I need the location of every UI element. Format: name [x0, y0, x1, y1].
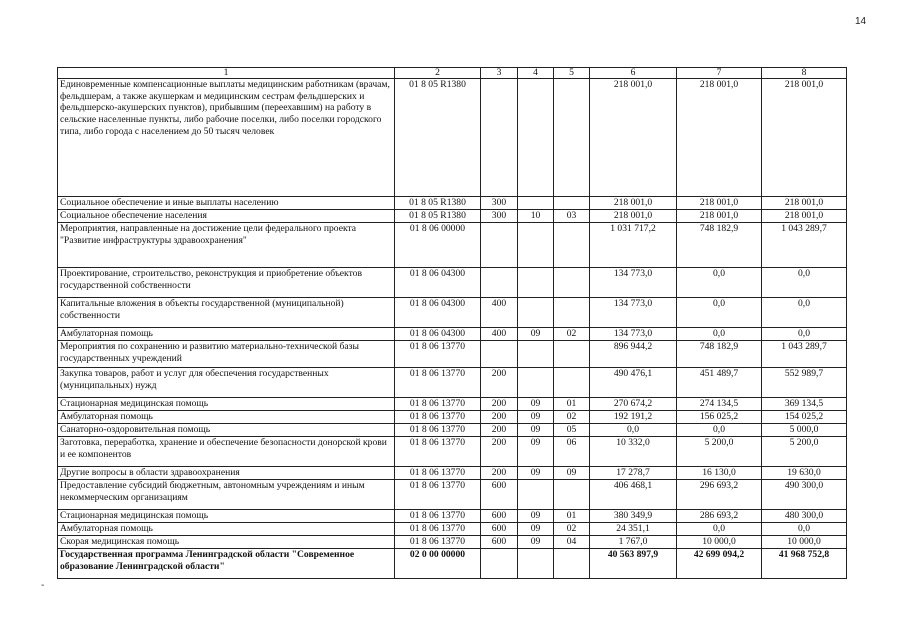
subsection [554, 79, 590, 197]
table-row [58, 368, 847, 398]
amount-year-2: 218 001,0 [677, 197, 762, 210]
table-row [58, 523, 847, 536]
target-code: 01 8 06 13770 [395, 411, 481, 424]
header-cell: 2 [395, 68, 481, 79]
section [518, 268, 554, 298]
amount-year-3: 41 968 752,8 [762, 549, 847, 579]
target-code: 01 8 06 13770 [395, 341, 481, 368]
margin-mark: - [41, 580, 45, 591]
section [518, 223, 554, 268]
item-name: Социальное обеспечение и иные выплаты населению [58, 197, 395, 210]
section: 09 [518, 467, 554, 480]
amount-year-1: 0,0 [590, 424, 677, 437]
expense-type: 200 [481, 411, 518, 424]
subsection: 09 [554, 467, 590, 480]
amount-year-1: 17 278,7 [590, 467, 677, 480]
amount-year-2: 218 001,0 [677, 210, 762, 223]
target-code: 01 8 06 13770 [395, 510, 481, 523]
subsection [554, 223, 590, 268]
section [518, 79, 554, 197]
amount-year-3: 369 134,5 [762, 398, 847, 411]
header-cell: 7 [677, 68, 762, 79]
section: 09 [518, 536, 554, 549]
target-code: 01 8 06 13770 [395, 480, 481, 510]
amount-year-3: 0,0 [762, 298, 847, 328]
table-row [58, 210, 847, 223]
table-row [58, 467, 847, 480]
amount-year-1: 134 773,0 [590, 268, 677, 298]
amount-year-3: 490 300,0 [762, 480, 847, 510]
item-name: Государственная программа Ленинградской области "Современное образование Ленинградской области" [58, 549, 395, 579]
section [518, 298, 554, 328]
amount-year-1: 192 191,2 [590, 411, 677, 424]
table-row [58, 328, 847, 341]
subsection: 02 [554, 523, 590, 536]
subsection: 02 [554, 411, 590, 424]
amount-year-1: 134 773,0 [590, 328, 677, 341]
header-cell: 4 [518, 68, 554, 79]
table-row [58, 549, 847, 579]
amount-year-3: 154 025,2 [762, 411, 847, 424]
expense-type: 400 [481, 298, 518, 328]
subsection: 03 [554, 210, 590, 223]
subsection: 01 [554, 398, 590, 411]
table-row [58, 536, 847, 549]
expense-type: 200 [481, 424, 518, 437]
amount-year-3: 552 989,7 [762, 368, 847, 398]
subsection: 02 [554, 328, 590, 341]
section: 09 [518, 398, 554, 411]
header-cell: 6 [590, 68, 677, 79]
expense-type: 600 [481, 510, 518, 523]
amount-year-2: 218 001,0 [677, 79, 762, 197]
amount-year-3: 0,0 [762, 523, 847, 536]
amount-year-2: 451 489,7 [677, 368, 762, 398]
item-name: Предоставление субсидий бюджетным, автономным учреждениям и иным некоммерческим организациям [58, 480, 395, 510]
item-name: Другие вопросы в области здравоохранения [58, 467, 395, 480]
section: 09 [518, 424, 554, 437]
expense-type [481, 223, 518, 268]
amount-year-1: 10 332,0 [590, 437, 677, 467]
item-name: Единовременные компенсационные выплаты медицинским работникам (врачам, фельдшерам, а также акушеркам и медицинским сестрам фельдшерских и фельдшерско-акушерских пунктов), прибывшим (переехавшим) на работу в сельские населенные пункты, либо рабочие поселки, либо поселки городского типа, либо города с населением до 50 тысяч человек [58, 79, 395, 197]
amount-year-3: 10 000,0 [762, 536, 847, 549]
target-code: 01 8 05 R1380 [395, 197, 481, 210]
expense-type [481, 341, 518, 368]
table-row [58, 398, 847, 411]
amount-year-1: 896 944,2 [590, 341, 677, 368]
section [518, 368, 554, 398]
subsection [554, 341, 590, 368]
header-cell: 8 [762, 68, 847, 79]
target-code: 01 8 05 R1380 [395, 210, 481, 223]
target-code: 01 8 06 13770 [395, 467, 481, 480]
amount-year-2: 274 134,5 [677, 398, 762, 411]
target-code: 01 8 06 13770 [395, 368, 481, 398]
expense-type: 400 [481, 328, 518, 341]
target-code: 01 8 06 04300 [395, 268, 481, 298]
page-number: 14 [855, 16, 867, 27]
target-code: 02 0 00 00000 [395, 549, 481, 579]
amount-year-2: 0,0 [677, 523, 762, 536]
item-name: Проектирование, строительство, реконструкция и приобретение объектов государственной собственности [58, 268, 395, 298]
expense-type: 600 [481, 523, 518, 536]
table-row [58, 298, 847, 328]
subsection: 04 [554, 536, 590, 549]
amount-year-3: 218 001,0 [762, 79, 847, 197]
subsection: 06 [554, 437, 590, 467]
amount-year-1: 406 468,1 [590, 480, 677, 510]
item-name: Капитальные вложения в объекты государственной (муниципальной) собственности [58, 298, 395, 328]
subsection [554, 480, 590, 510]
amount-year-3: 1 043 289,7 [762, 223, 847, 268]
subsection [554, 298, 590, 328]
amount-year-3: 19 630,0 [762, 467, 847, 480]
section [518, 480, 554, 510]
section: 09 [518, 411, 554, 424]
item-name: Амбулаторная помощь [58, 523, 395, 536]
amount-year-2: 0,0 [677, 268, 762, 298]
amount-year-1: 218 001,0 [590, 197, 677, 210]
target-code: 01 8 06 04300 [395, 298, 481, 328]
amount-year-1: 218 001,0 [590, 79, 677, 197]
expense-type: 300 [481, 197, 518, 210]
amount-year-2: 5 200,0 [677, 437, 762, 467]
subsection: 05 [554, 424, 590, 437]
item-name: Скорая медицинская помощь [58, 536, 395, 549]
table-row [58, 437, 847, 467]
amount-year-3: 1 043 289,7 [762, 341, 847, 368]
section: 10 [518, 210, 554, 223]
amount-year-2: 16 130,0 [677, 467, 762, 480]
amount-year-2: 156 025,2 [677, 411, 762, 424]
item-name: Стационарная медицинская помощь [58, 398, 395, 411]
table-row [58, 197, 847, 210]
item-name: Стационарная медицинская помощь [58, 510, 395, 523]
target-code: 01 8 06 13770 [395, 424, 481, 437]
target-code: 01 8 06 13770 [395, 536, 481, 549]
subsection [554, 368, 590, 398]
item-name: Заготовка, переработка, хранение и обеспечение безопасности донорской крови и ее компонентов [58, 437, 395, 467]
amount-year-3: 218 001,0 [762, 197, 847, 210]
amount-year-2: 0,0 [677, 424, 762, 437]
amount-year-3: 480 300,0 [762, 510, 847, 523]
amount-year-1: 1 031 717,2 [590, 223, 677, 268]
item-name: Амбулаторная помощь [58, 328, 395, 341]
section [518, 549, 554, 579]
expense-type: 200 [481, 437, 518, 467]
table-row [58, 268, 847, 298]
header-cell: 5 [554, 68, 590, 79]
amount-year-3: 5 000,0 [762, 424, 847, 437]
amount-year-3: 0,0 [762, 268, 847, 298]
header-cell: 3 [481, 68, 518, 79]
table-row [58, 223, 847, 268]
target-code: 01 8 05 R1380 [395, 79, 481, 197]
item-name: Социальное обеспечение населения [58, 210, 395, 223]
header-cell: 1 [58, 68, 395, 79]
target-code: 01 8 06 04300 [395, 328, 481, 341]
amount-year-2: 748 182,9 [677, 341, 762, 368]
section [518, 197, 554, 210]
target-code: 01 8 06 13770 [395, 398, 481, 411]
amount-year-2: 286 693,2 [677, 510, 762, 523]
amount-year-1: 218 001,0 [590, 210, 677, 223]
target-code: 01 8 06 00000 [395, 223, 481, 268]
amount-year-1: 490 476,1 [590, 368, 677, 398]
table-row [58, 79, 847, 197]
amount-year-2: 10 000,0 [677, 536, 762, 549]
expense-type: 200 [481, 368, 518, 398]
expense-type: 600 [481, 480, 518, 510]
table-row [58, 510, 847, 523]
amount-year-2: 0,0 [677, 328, 762, 341]
amount-year-1: 270 674,2 [590, 398, 677, 411]
expense-type [481, 549, 518, 579]
subsection [554, 197, 590, 210]
expense-type: 200 [481, 398, 518, 411]
expense-type: 600 [481, 536, 518, 549]
amount-year-1: 380 349,9 [590, 510, 677, 523]
section: 09 [518, 510, 554, 523]
amount-year-2: 42 699 094,2 [677, 549, 762, 579]
amount-year-2: 748 182,9 [677, 223, 762, 268]
amount-year-1: 40 563 897,9 [590, 549, 677, 579]
section [518, 341, 554, 368]
amount-year-1: 1 767,0 [590, 536, 677, 549]
section: 09 [518, 437, 554, 467]
amount-year-3: 218 001,0 [762, 210, 847, 223]
amount-year-2: 296 693,2 [677, 480, 762, 510]
item-name: Санаторно-оздоровительная помощь [58, 424, 395, 437]
table-row [58, 424, 847, 437]
table-row [58, 411, 847, 424]
item-name: Мероприятия по сохранению и развитию материально-технической базы государственных учреждений [58, 341, 395, 368]
subsection: 01 [554, 510, 590, 523]
amount-year-3: 5 200,0 [762, 437, 847, 467]
target-code: 01 8 06 13770 [395, 437, 481, 467]
amount-year-1: 134 773,0 [590, 298, 677, 328]
subsection [554, 268, 590, 298]
section: 09 [518, 523, 554, 536]
expense-type [481, 268, 518, 298]
item-name: Мероприятия, направленные на достижение цели федерального проекта "Развитие инфраструктуры здравоохранения" [58, 223, 395, 268]
amount-year-2: 0,0 [677, 298, 762, 328]
section: 09 [518, 328, 554, 341]
amount-year-3: 0,0 [762, 328, 847, 341]
table-row [58, 341, 847, 368]
expense-type: 300 [481, 210, 518, 223]
expense-type: 200 [481, 467, 518, 480]
subsection [554, 549, 590, 579]
expense-type [481, 79, 518, 197]
budget-table [57, 67, 847, 579]
item-name: Амбулаторная помощь [58, 411, 395, 424]
item-name: Закупка товаров, работ и услуг для обеспечения государственных (муниципальных) нужд [58, 368, 395, 398]
amount-year-1: 24 351,1 [590, 523, 677, 536]
header-row [58, 68, 847, 79]
target-code: 01 8 06 13770 [395, 523, 481, 536]
table-row [58, 480, 847, 510]
